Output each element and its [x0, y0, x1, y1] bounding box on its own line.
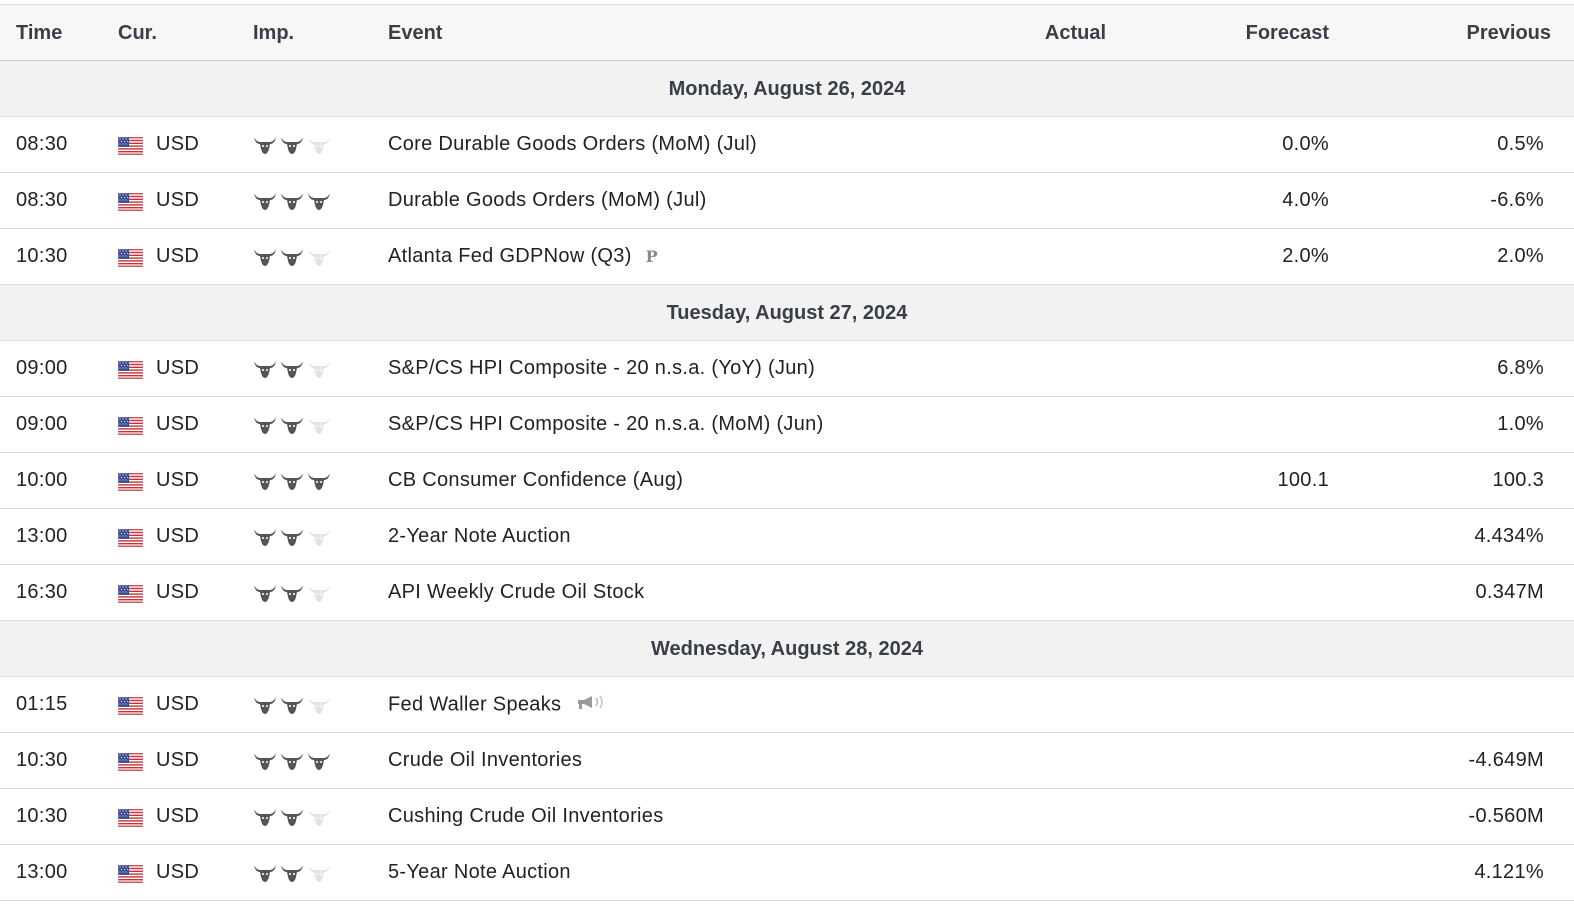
event-name-cell [388, 413, 824, 436]
importance-rating [253, 806, 331, 833]
us-flag-icon [118, 809, 143, 827]
event-link[interactable]: CB Consumer Confidence (Aug) [388, 469, 684, 491]
event-link[interactable]: Atlanta Fed GDPNow (Q3) [388, 245, 632, 267]
speech-icon [575, 693, 607, 717]
event-name-cell [388, 245, 658, 268]
bull-icon [280, 246, 304, 273]
column-header-time[interactable]: Time [16, 22, 63, 44]
event-link[interactable]: API Weekly Crude Oil Stock [388, 581, 645, 603]
event-previous: 2.0% [1497, 245, 1544, 267]
column-header-actual[interactable]: Actual [1044, 22, 1106, 44]
bull-icon [307, 414, 331, 441]
event-currency: USD [156, 749, 200, 771]
event-name-cell [388, 357, 815, 380]
bull-icon [253, 750, 277, 777]
event-name-cell [388, 189, 707, 212]
economic-calendar-table [0, 4, 1574, 901]
event-currency: USD [156, 525, 200, 547]
event-forecast: 2.0% [1282, 245, 1329, 267]
bull-icon [280, 414, 304, 441]
event-previous: -4.649M [1468, 749, 1544, 771]
preliminary-badge: P [645, 247, 658, 267]
event-previous: 100.3 [1492, 469, 1544, 491]
bull-icon [307, 470, 331, 497]
day-header-row [0, 61, 1574, 117]
event-currency: USD [156, 413, 200, 435]
event-name-cell [388, 525, 571, 548]
event-previous: -0.560M [1468, 805, 1544, 827]
us-flag-icon [118, 529, 143, 547]
event-previous: -6.6% [1490, 189, 1544, 211]
importance-rating [253, 582, 331, 609]
event-time: 10:30 [16, 749, 68, 771]
bull-icon [280, 134, 304, 161]
table-row[interactable] [0, 173, 1574, 229]
event-time: 09:00 [16, 357, 68, 379]
bull-icon [280, 526, 304, 553]
event-link[interactable]: Core Durable Goods Orders (MoM) (Jul) [388, 133, 757, 155]
column-header-event[interactable]: Event [388, 22, 443, 44]
column-header-importance[interactable]: Imp. [253, 22, 295, 44]
day-label: Monday, August 26, 2024 [668, 78, 906, 100]
bull-icon [253, 862, 277, 889]
bull-icon [307, 750, 331, 777]
event-previous: 6.8% [1497, 357, 1544, 379]
importance-rating [253, 414, 331, 441]
event-previous: 4.121% [1474, 861, 1544, 883]
day-header-row [0, 285, 1574, 341]
bull-icon [307, 806, 331, 833]
importance-rating [253, 470, 331, 497]
table-row[interactable] [0, 565, 1574, 621]
event-previous: 0.347M [1475, 581, 1544, 603]
bull-icon [253, 582, 277, 609]
bull-icon [253, 694, 277, 721]
bull-icon [307, 862, 331, 889]
importance-rating [253, 190, 331, 217]
event-time: 10:00 [16, 469, 68, 491]
bull-icon [307, 246, 331, 273]
event-link[interactable]: S&P/CS HPI Composite - 20 n.s.a. (MoM) (Jun) [388, 413, 824, 435]
event-currency: USD [156, 357, 200, 379]
table-row[interactable] [0, 789, 1574, 845]
table-row[interactable] [0, 117, 1574, 173]
bull-icon [307, 190, 331, 217]
event-previous: 4.434% [1474, 525, 1544, 547]
event-name-cell [388, 581, 644, 604]
us-flag-icon [118, 473, 143, 491]
table-body [0, 61, 1574, 901]
bull-icon [280, 862, 304, 889]
event-link[interactable]: 2-Year Note Auction [388, 525, 571, 547]
bull-icon [253, 246, 277, 273]
bull-icon [280, 694, 304, 721]
event-name-cell [388, 749, 582, 772]
event-name-cell [388, 861, 571, 884]
event-currency: USD [156, 581, 200, 603]
event-link[interactable]: Crude Oil Inventories [388, 749, 583, 771]
event-link[interactable]: Durable Goods Orders (MoM) (Jul) [388, 189, 707, 211]
bull-icon [253, 526, 277, 553]
bull-icon [307, 358, 331, 385]
event-time: 08:30 [16, 189, 68, 211]
event-name-cell [388, 469, 683, 492]
table-row[interactable] [0, 397, 1574, 453]
table-row[interactable] [0, 509, 1574, 565]
us-flag-icon [118, 361, 143, 379]
importance-rating [253, 134, 331, 161]
event-currency: USD [156, 693, 200, 715]
event-previous: 1.0% [1497, 413, 1544, 435]
column-header-previous[interactable]: Previous [1466, 22, 1551, 44]
us-flag-icon [118, 753, 143, 771]
table-header [0, 4, 1574, 61]
us-flag-icon [118, 585, 143, 603]
event-link[interactable]: S&P/CS HPI Composite - 20 n.s.a. (YoY) (Jun) [388, 357, 816, 379]
us-flag-icon [118, 137, 143, 155]
event-previous: 0.5% [1497, 133, 1544, 155]
event-time: 16:30 [16, 581, 68, 603]
event-currency: USD [156, 805, 200, 827]
event-forecast: 0.0% [1282, 133, 1329, 155]
event-currency: USD [156, 245, 200, 267]
us-flag-icon [118, 697, 143, 715]
importance-rating [253, 246, 331, 273]
bull-icon [253, 414, 277, 441]
bull-icon [307, 694, 331, 721]
event-link[interactable]: Cushing Crude Oil Inventories [388, 805, 664, 827]
table-row[interactable] [0, 453, 1574, 509]
bull-icon [253, 806, 277, 833]
table-row[interactable] [0, 677, 1574, 733]
event-time: 08:30 [16, 133, 68, 155]
day-header-row [0, 621, 1574, 677]
bull-icon [280, 190, 304, 217]
bull-icon [280, 582, 304, 609]
importance-rating [253, 526, 331, 553]
event-currency: USD [156, 189, 200, 211]
column-header-forecast[interactable]: Forecast [1245, 22, 1329, 44]
bull-icon [280, 470, 304, 497]
event-forecast: 100.1 [1277, 469, 1329, 491]
event-time: 10:30 [16, 805, 68, 827]
event-link[interactable]: 5-Year Note Auction [388, 861, 571, 883]
bull-icon [253, 470, 277, 497]
event-name-cell [388, 693, 607, 717]
importance-rating [253, 358, 331, 385]
importance-rating [253, 862, 331, 889]
event-time: 09:00 [16, 413, 68, 435]
event-currency: USD [156, 469, 200, 491]
us-flag-icon [118, 417, 143, 435]
table-row[interactable] [0, 341, 1574, 397]
event-currency: USD [156, 133, 200, 155]
table-row[interactable] [0, 845, 1574, 901]
us-flag-icon [118, 865, 143, 883]
bull-icon [253, 134, 277, 161]
bull-icon [253, 358, 277, 385]
event-currency: USD [156, 861, 200, 883]
bull-icon [253, 190, 277, 217]
day-label: Tuesday, August 27, 2024 [666, 302, 908, 324]
event-time: 13:00 [16, 861, 68, 883]
us-flag-icon [118, 249, 143, 267]
column-header-currency[interactable]: Cur. [118, 22, 157, 44]
us-flag-icon [118, 193, 143, 211]
bull-icon [280, 750, 304, 777]
bull-icon [307, 526, 331, 553]
bull-icon [307, 582, 331, 609]
bull-icon [280, 358, 304, 385]
day-label: Wednesday, August 28, 2024 [651, 638, 923, 660]
event-name-cell [388, 133, 757, 156]
importance-rating [253, 750, 331, 777]
table-row[interactable] [0, 733, 1574, 789]
table-row[interactable] [0, 229, 1574, 285]
importance-rating [253, 694, 331, 721]
event-forecast: 4.0% [1282, 189, 1329, 211]
event-link[interactable]: Fed Waller Speaks [388, 693, 562, 716]
event-time: 10:30 [16, 245, 68, 267]
event-time: 01:15 [16, 693, 68, 715]
event-name-cell [388, 805, 664, 828]
bull-icon [280, 806, 304, 833]
event-time: 13:00 [16, 525, 68, 547]
bull-icon [307, 134, 331, 161]
